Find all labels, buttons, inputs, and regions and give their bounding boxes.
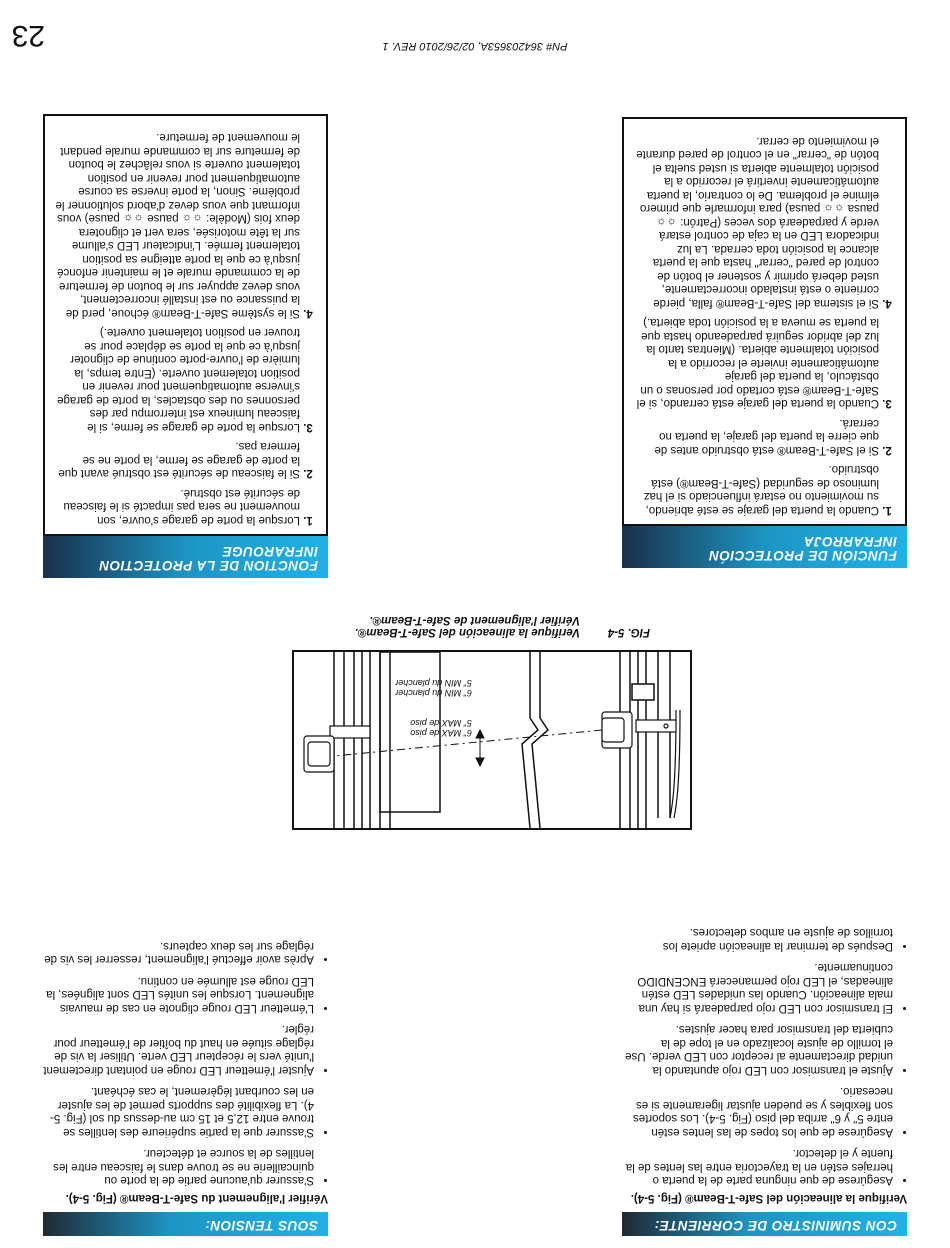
- list-item: • Après avoir effectué l'alignement, resserrer les vis de réglage sur les deux capteurs.: [43, 939, 314, 966]
- french-power-column: [43, 931, 328, 1237]
- list-item: 2. Si le faisceau de sécurité est obstrué avant que la porte de garage se ferme, la porte ne se fermera pas.: [55, 439, 300, 480]
- spanish-power-column: [622, 917, 907, 1236]
- list-item: 3. Lorsque la porte de garage se ferme, si le faisceau lumineux est interrompu par des personnes ou des obstacles, la porte de garage s'inverse automatiquement pour revenir en position totalement ouverte. (Entre temps, la lumière de l'ouvre-porte continue de clignoter jusqu'à ce que la porte se déplace pour se trouver en position totalement ouverte.): [55, 325, 300, 433]
- label-max-es-5: 5" MAX de piso: [410, 718, 472, 728]
- french-align-heading: Vérifier l'alignement du Safe-T-Beam® (Fig. 5-4).: [65, 1192, 328, 1204]
- figure-label: FIG. 5-4: [607, 626, 650, 638]
- french-protection-list: [55, 130, 316, 526]
- label-max-es-6: 6" MAX de piso: [410, 728, 472, 738]
- list-item: 2. Si el Safe-T-Beam® está obstruido antes de que cierre la puerta del garaje, la puerta no cerrará.: [634, 416, 879, 457]
- french-align-list: [43, 939, 328, 1187]
- left-sensor: [602, 710, 680, 818]
- french-power-banner: SOUS TENSION:: [43, 1212, 328, 1236]
- height-arrow: [476, 730, 484, 766]
- label-min-fr-6: 6" MIN du plancher: [395, 688, 472, 698]
- label-min-fr-5: 5" MIN du plancher: [395, 678, 472, 688]
- french-protection-box: [43, 114, 328, 536]
- list-item: • El transmisor con LED rojo parpadeará si hay una mala alineación. Cuando las unidades LED estén alineadas, el LED rojo permanecerá ENCENDIDO continuamente.: [622, 960, 893, 1014]
- spanish-protection-box: [622, 118, 907, 527]
- right-sensor: [304, 726, 370, 772]
- french-protection-banner: FONCTION DE LA PROTECTION INFRAROUGE: [43, 536, 328, 578]
- spanish-protection-list: [634, 134, 895, 517]
- list-item: • Asegúrese de que los topes de las lentes estén entre 5" y 6" arriba del piso (Fig. 5-4). Los soportes son flexibles y se pueden ajustar ligeramente si es necesario.: [622, 1084, 893, 1138]
- break-lines: [522, 652, 548, 828]
- list-item: • Ajuster l'émetteur LED rouge en pointant directement l'unité vers le récepteur LED verte. Utiliser la vis de réglage située en haut du boîtier de l'émetteur pour régler.: [43, 1022, 314, 1076]
- list-item: • Ajuste el transmisor con LED rojo apuntando la unidad directamente al receptor con LED verde. Use el tornillo de ajuste localizado en el tope de la cubierta del transmisor para hacer ajustes.: [622, 1022, 893, 1076]
- list-item: 4. Si el sistema del Safe-T-Beam® falla, pierde corriente o está instalado incorrectamente, usted deberá oprimir y sostener el botón de control de pared "cerrar" hasta que la puerta alcance la posición toda cerrada. La luz indicadora LED en la caja de control estará verde y parpadeará dos veces (Patrón: ☼☼ pausa ☼☼ pausa) para informarle que primero elimine el problema. De lo contrario, la puerta automáticamente invertirá el recorrido a la posición totalmente abierta si usted suelta el botón de "cerrar" en el control de pared durante el movimiento de cerrar.: [634, 134, 879, 310]
- safe-t-beam-illustration: [294, 652, 690, 828]
- list-item: • Asegúrese de que ninguna parte de la puerta o herrajes estén en la trayectoria entre las lentes de la fuente y el detector.: [622, 1146, 893, 1187]
- list-item: 4. Si le système Safe-T-Beam® échoue, perd de la puissance ou est installé incorrectement, vous devez appuyer sur le bouton de fermeture de la commande murale et le maintenir enfoncé jusqu'à ce que la porte atteigne sa position totalement fermée. L'indicateur LED s'allume sur la tête motorisée, sera vert et clignotera deux fois (Modèle: ☼☼ pause ☼☼ pause) vous informant que vous devez d'abord solutionner le problème. Sinon, la porte inverse sa course automatiquement pour revenir en position totalement ouverte si vous relâchez le bouton de fermeture sur la commande murale pendant le mouvement de fermeture.: [55, 130, 300, 319]
- list-item: 1. Cuando la puerta del garaje se esté abriendo, su movimiento no estará influenciado si el haz luminoso de seguridad (Safe-T-Beam®) está obstruido.: [634, 462, 879, 516]
- spanish-protection-column: [622, 118, 907, 569]
- figure-5-4: [292, 650, 692, 830]
- figure-caption: [310, 614, 650, 638]
- list-item: • L'émetteur LED rouge clignote en cas de mauvais alignement. Lorsque les unités LED sont alignées, la LED rouge est allumée en continu.: [43, 974, 314, 1015]
- figure-caption-fr: Vérifier l'alignement de Safe-T-Beam®.: [369, 614, 580, 626]
- list-item: • Después de terminar la alineación apriete los tornillos de ajuste en ambos detectores.: [622, 925, 893, 952]
- figure-caption-es: Verifique la alineación del Safe-T-Beam®.: [354, 626, 580, 638]
- spanish-align-list: [622, 925, 907, 1187]
- part-number: PN# 364203653A, 02/26/2010 REV. 1: [382, 40, 568, 52]
- list-item: 1. Lorsque la porte de garage s'ouvre, son mouvement ne sera pas impacté si le faisceau de sécurité est obstrué.: [55, 486, 300, 527]
- spanish-protection-banner: FUNCIÓN DE PROTECCIÓN INFRARROJA: [622, 526, 907, 568]
- page-number: 23: [11, 19, 45, 52]
- spanish-power-banner: CON SUMINISTRO DE CORRIENTE:: [622, 1212, 907, 1236]
- spanish-align-heading: Verifique la alineación del Safe-T-Beam® (Fig. 5-4).: [630, 1192, 907, 1204]
- list-item: 3. Cuando la puerta del garaje está cerrando, si el Safe-T-Beam® está cortado por personas o un obstáculo, la puerta del garaje automáticamente invierte el recorrido a la posición totalmente abierta. (Mientras tanto la luz del abridor seguirá parpadeando hasta que la puerta se mueva a la posición toda abierta.): [634, 315, 879, 410]
- list-item: • S'assurer que la partie supérieure des lentilles se trouve entre 12,5 et 15 cm au-dessus du sol (Fig. 5-4). La flexibilité des supports permet de les ajuster en les courbant légèrement, le cas échéant.: [43, 1084, 314, 1138]
- list-item: • S'assurer qu'aucune partie de la porte ou quincaillerie ne se trouve dans le faisceau entre les lentilles de la source et détecteur.: [43, 1146, 314, 1187]
- french-protection-column: [43, 114, 328, 578]
